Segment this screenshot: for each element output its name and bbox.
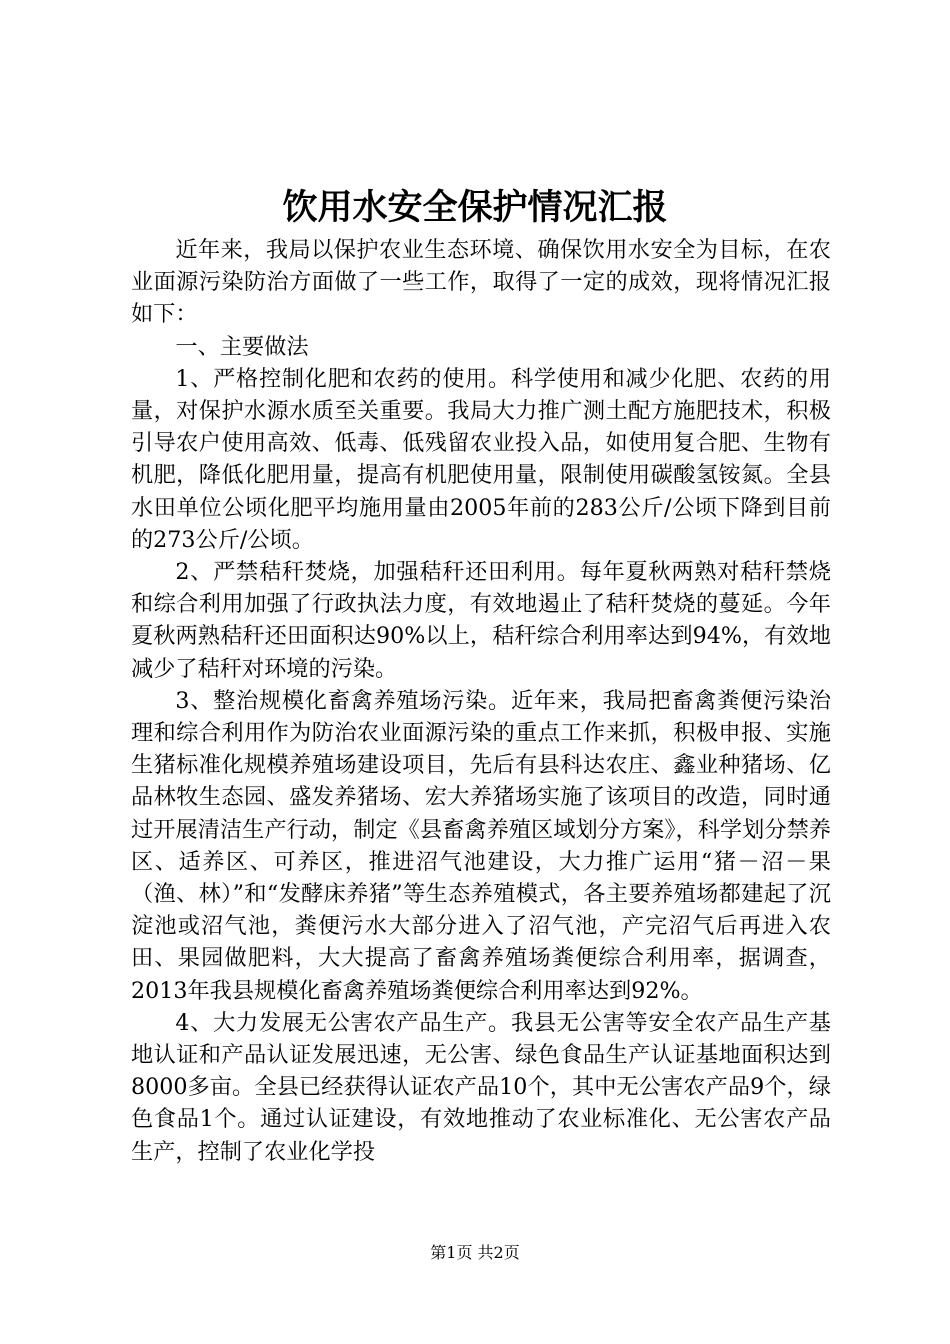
page-footer: 第1页 共2页	[430, 1243, 520, 1262]
paragraph-item-1: 1、严格控制化肥和农药的使用。科学使用和减少化肥、农药的用量，对保护水源水质至关重要。我局大力推广测土配方施肥技术，积极引导农户使用高效、低毒、低残留农业投入品，如使用复合肥、生物有机肥，降低化肥用量，提高有机肥使用量，限制使用碳酸氢铵氮。全县水田单位公顷化肥平均施用量由2005年前的283公斤/公顷下降到目前的273公斤/公顷。	[131, 365, 831, 553]
document-body	[131, 234, 831, 1168]
paragraph-intro: 近年来，我局以保护农业生态环境、确保饮用水安全为目标，在农业面源污染防治方面做了一些工作，取得了一定的成效，现将情况汇报如下：	[131, 237, 831, 328]
paragraph-item-2: 2、严禁秸秆焚烧，加强秸秆还田利用。每年夏秋两熟对秸秆禁烧和综合利用加强了行政执法力度，有效地遏止了秸秆焚烧的蔓延。今年夏秋两熟秸秆还田面积达90%以上，秸秆综合利用率达到94%，有效地减少了秸秆对环境的污染。	[131, 559, 831, 682]
paragraph-item-4: 4、大力发展无公害农产品生产。我县无公害等安全农产品生产基地认证和产品认证发展迅速，无公害、绿色食品生产认证基地面积达到8000多亩。全县已经获得认证农产品10个，其中无公害农产品9个，绿色食品1个。通过认证建设，有效地推动了农业标准化、无公害农产品生产，控制了农业化学投	[131, 1009, 831, 1165]
section-heading-main-practices: 一、主要做法	[175, 333, 309, 360]
paragraph-item-3: 3、整治规模化畜禽养殖场污染。近年来，我局把畜禽粪便污染治理和综合利用作为防治农业面源污染的重点工作来抓，积极申报、实施生猪标准化规模养殖场建设项目，先后有县科达农庄、鑫业种猪场、亿品林牧生态园、盛发养猪场、宏大养猪场实施了该项目的改造，同时通过开展清洁生产行动，制定《县畜禽养殖区域划分方案》，科学划分禁养区、适养区、可养区，推进沼气池建设，大力推广运用“猪－沼－果（渔、林）”和“发酵床养猪”等生态养殖模式，各主要养殖场都建起了沉淀池或沼气池，粪便污水大部分进入了沼气池，产完沼气后再进入农田、果园做肥料，大大提高了畜禽养殖场粪便综合利用率，据调查，2013年我县规模化畜禽养殖场粪便综合利用率达到92%。	[131, 687, 831, 1004]
document-title: 饮用水安全保护情况汇报	[282, 187, 668, 228]
